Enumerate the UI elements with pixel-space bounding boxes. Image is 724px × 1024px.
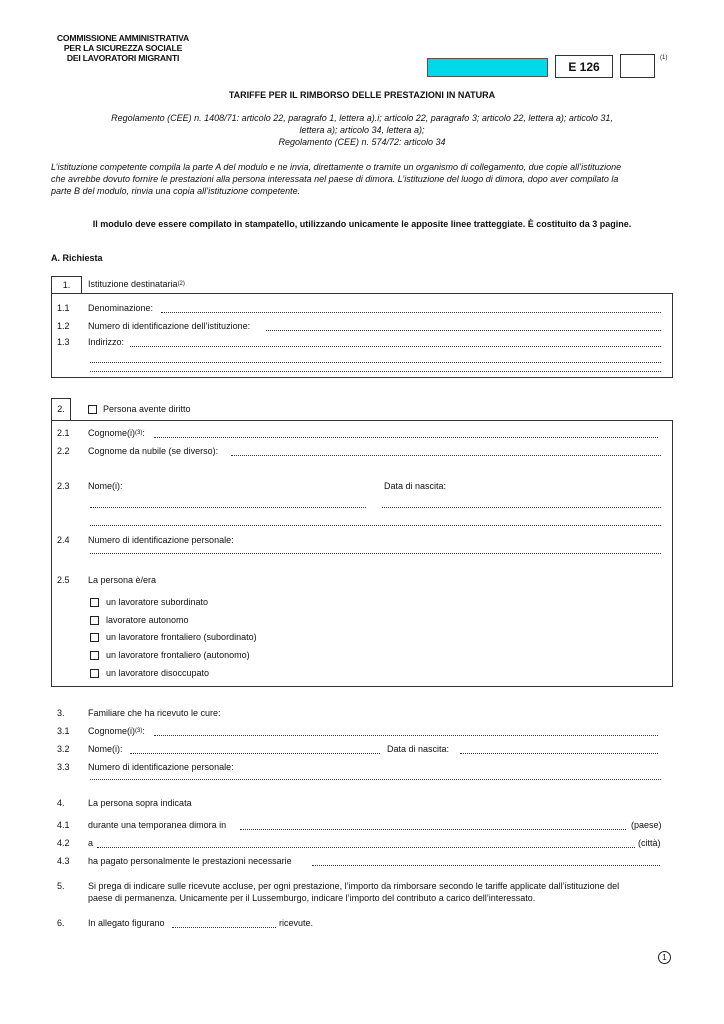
stay-country-field[interactable] (240, 829, 626, 830)
persona-avente-diritto-checkbox[interactable] (88, 405, 97, 414)
section-1-label: Istituzione destinataria$^{(2)}$ (88, 279, 185, 289)
section-4-label: La persona sopra indicata (88, 798, 192, 808)
form-code: E 126 (555, 55, 613, 78)
regulation-1-line-a: Regolamento (CEE) n. 1408/71: articolo 22, paragrafo 1, lettera a).i; articolo 22, paragrafo 3; articolo 22, lettera a); articolo 31, (111, 113, 613, 123)
family-given-names-label: Nome(i): (88, 744, 123, 754)
regulation-2: Regolamento (CEE) n. 574/72: articolo 34 (278, 137, 446, 147)
personal-id-label: Numero di identificazione personale: (88, 535, 234, 545)
row-4-2-number: 4.2 (57, 838, 70, 848)
family-personal-id-label: Numero di identificazione personale: (88, 762, 234, 772)
org-line-2: PER LA SICUREZZA SOCIALE (63, 43, 183, 53)
row-2-1-number: 2.1 (57, 428, 70, 438)
status-frontier-employed-checkbox[interactable] (90, 633, 99, 642)
denominazione-field[interactable] (161, 312, 661, 313)
section-3-label: Familiare che ha ricevuto le cure: (88, 708, 221, 718)
stay-country-suffix: (paese) (631, 820, 662, 830)
status-employed-label: un lavoratore subordinato (106, 597, 209, 607)
paid-personally-field[interactable] (312, 865, 660, 866)
family-birth-date-label: Data di nascita: (387, 744, 450, 754)
denominazione-label: Denominazione: (88, 303, 154, 313)
section-a-title: A. Richiesta (51, 253, 103, 263)
section-2-label: Persona avente diritto (103, 404, 191, 414)
org-line-3: DEI LAVORATORI MIGRANTI (66, 53, 180, 63)
row-2-5-number: 2.5 (57, 575, 70, 585)
row-1-3-number: 1.3 (57, 337, 70, 347)
section-3-number: 3. (57, 708, 65, 718)
stay-city-suffix: (città) (638, 838, 661, 848)
status-unemployed-label: un lavoratore disoccupato (106, 668, 210, 678)
address-field-2[interactable] (90, 362, 661, 363)
row-4-3-number: 4.3 (57, 856, 70, 866)
address-label: Indirizzo: (88, 337, 125, 347)
row-4-1-number: 4.1 (57, 820, 70, 830)
intro-line-1: L’istituzione competente compila la parte A del modulo e ne invia, direttamente o tramite un organismo di collegamento, due copie all’istituzione (51, 162, 622, 172)
institution-code-field[interactable] (427, 58, 548, 77)
form-suffix-field[interactable] (620, 54, 655, 78)
row-1-2-number: 1.2 (57, 321, 70, 331)
status-employed-checkbox[interactable] (90, 598, 99, 607)
section-6-suffix: ricevute. (279, 918, 314, 928)
family-personal-id-field[interactable] (90, 779, 661, 780)
given-names-field-2[interactable] (90, 525, 661, 526)
intro-line-2: che avrebbe dovuto fornire le prestazioni alla persona interessata nel paese di dimora. L’istituzione del luogo di dimora, dopo aver compilato la (51, 174, 619, 184)
row-2-3-number: 2.3 (57, 481, 70, 491)
status-frontier-self-employed-label: un lavoratore frontaliero (autonomo) (106, 650, 250, 660)
status-frontier-self-employed-checkbox[interactable] (90, 651, 99, 660)
row-1-1-number: 1.1 (57, 303, 70, 313)
stay-country-label: durante una temporanea dimora in (88, 820, 227, 830)
surname-field[interactable] (154, 437, 658, 438)
row-3-1-number: 3.1 (57, 726, 70, 736)
section-2-number: 2. (51, 398, 71, 420)
stay-city-field[interactable] (97, 847, 635, 848)
given-names-label: Nome(i): (88, 481, 123, 491)
institution-id-label: Numero di identificazione dell’istituzione: (88, 321, 251, 331)
status-self-employed-checkbox[interactable] (90, 616, 99, 625)
maiden-name-label: Cognome da nubile (se diverso): (88, 446, 219, 456)
organization-name (38, 33, 208, 63)
personal-id-field[interactable] (90, 553, 661, 554)
section-5-text-2: paese di permanenza. Unicamente per il Lussemburgo, indicare l’importo del contributo a carico dell’interessato. (88, 893, 536, 903)
section-5-number: 5. (57, 881, 65, 891)
page-title: TARIFFE PER IL RIMBORSO DELLE PRESTAZIONI IN NATURA (228, 90, 496, 100)
paid-personally-label: ha pagato personalmente le prestazioni necessarie (88, 856, 292, 866)
address-field-3[interactable] (90, 371, 661, 372)
status-frontier-employed-label: un lavoratore frontaliero (subordinato) (106, 632, 257, 642)
regulation-1-line-b: lettera a); articolo 34, lettera a); (299, 125, 425, 135)
status-self-employed-label: lavoratore autonomo (106, 615, 189, 625)
family-given-names-field[interactable] (130, 753, 380, 754)
surname-label: $Cognome(i)^{(3)}$: (88, 428, 145, 438)
address-field-1[interactable] (130, 346, 661, 347)
stay-city-label: a (88, 838, 94, 848)
maiden-name-field[interactable] (231, 455, 661, 456)
family-surname-field[interactable] (154, 735, 658, 736)
institution-id-field[interactable] (266, 330, 661, 331)
row-2-4-number: 2.4 (57, 535, 70, 545)
intro-line-3: parte B del modulo, rinvia una copia all’istituzione competente. (51, 186, 301, 196)
receipts-count-field[interactable] (172, 927, 276, 928)
status-unemployed-checkbox[interactable] (90, 669, 99, 678)
row-3-2-number: 3.2 (57, 744, 70, 754)
org-line-1: COMMISSIONE AMMINISTRATIVA (56, 33, 190, 43)
birth-date-label: Data di nascita: (384, 481, 447, 491)
section-5-text-1: Si prega di indicare sulle ricevute accluse, per ogni prestazione, l’importo da rimborsare secondo le tariffe applicate dall’istituzione del (88, 881, 620, 891)
row-2-2-number: 2.2 (57, 446, 70, 456)
section-4-number: 4. (57, 798, 65, 808)
section-6-number: 6. (57, 918, 65, 928)
family-birth-date-field[interactable] (460, 753, 658, 754)
birth-date-field[interactable] (382, 507, 661, 508)
family-surname-label: $Cognome(i)^{(3)}$: (88, 726, 145, 736)
section-1-number: 1. (51, 276, 82, 293)
page-number: 1 (658, 951, 671, 964)
person-status-label: La persona è/era (88, 575, 157, 585)
fill-instruction: Il modulo deve essere compilato in stampatello, utilizzando unicamente le apposite linee tratteggiate. È costituito da 3 pagine. (92, 219, 632, 229)
footnote-ref-1: (1) (660, 55, 668, 61)
row-3-3-number: 3.3 (57, 762, 70, 772)
section-6-label: In allegato figurano (88, 918, 165, 928)
given-names-field[interactable] (90, 507, 366, 508)
